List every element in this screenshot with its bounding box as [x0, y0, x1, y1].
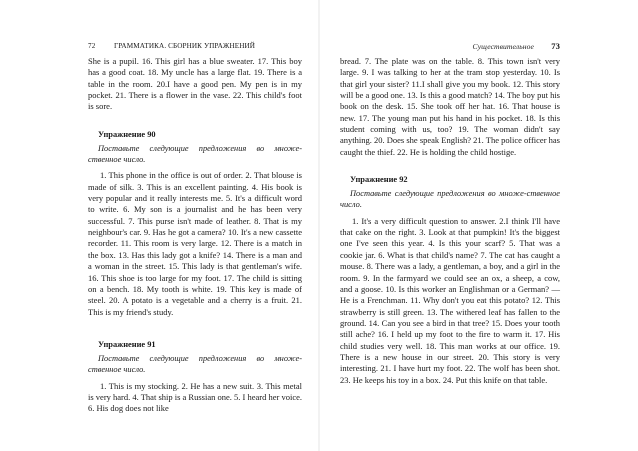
- exercise-instruction: Поставьте следующие предложения во множе-ственное число.: [88, 143, 302, 165]
- running-head: ГРАММАТИКА. СБОРНИК УПРАЖНЕНИЙ: [114, 42, 256, 50]
- exercise-text: 1. This phone in the office is out of order. 2. That blouse is made of silk. 3. This is an excellent painting. 4. His book is very popular and it really interests me. 5. It's a difficult word to write. 6. My son is a journalist and he has been very successful. 7. This purse isn't made of leather. 8. That is my neighbour's car. 9. Has he got a camera? 10. It's a new cassette recorder. 11. This room is very large. 12. There is a match in the box. 13. Has this lady got a knife? 14. There is a man and a woman in the street. 15. This lady is that gentleman's wife. 16. This shoe is too large for my foot. 17. The child is sitting on a bench. 18. My tooth is white. 19. This key is made of steel. 20. A potato is a vegetable and a cherry is a fruit. 21. This is my friend's study.: [88, 170, 302, 317]
- page-number: 72: [88, 42, 96, 50]
- exercise-instruction: Поставьте следующие предложения во множе-ственное число.: [88, 353, 302, 375]
- right-page: [320, 0, 638, 451]
- continued-paragraph: bread. 7. The plate was on the table. 8. This town isn't very large. 9. I was talking to her at the tram stop yesterday. 10. Is that girl your sister? 11.I shall give you my book. 12. This story will be a good one. 13. Is this a good match? 14. The boy put his book on the desk. 15. She took off her hat. 16. That house is new. 17. The young man put his hand in his pocket. 18. Is this student coming with us, too? 19. The woman didn't say anything. 20. Does she speak English? 21. The police officer has caught the thief. 22. He is holding the child hostige.: [340, 56, 560, 157]
- exercise-title: Упражнение 90: [98, 129, 156, 139]
- continued-paragraph: She is a pupil. 16. This girl has a blue sweater. 17. This boy has a good coat. 18. My uncle has a large flat. 19. There is a table in the room. 20.I have a good pen. My pen is in my pocket. 21. There is a flower in the vase. 22. This child's foot is sore.: [88, 56, 302, 112]
- exercise-text: 1. This is my stocking. 2. He has a new suit. 3. This metal is very hard. 4. That ship is a Russian one. 5. I heard her voice. 6. His dog does not like: [88, 380, 302, 414]
- left-page-header: [88, 42, 302, 56]
- exercise-title: Упражнение 91: [98, 339, 156, 349]
- right-page-header: [340, 42, 560, 56]
- exercise-title: Упражнение 92: [350, 175, 408, 185]
- left-page: [0, 0, 318, 451]
- exercise-text: 1. It's a very difficult question to answer. 2.I think I'll have that cake on the right. 3. Look at that pumpkin! It's the biggest one I've seen this year. 4. Is this your scarf? 5. That was a cookie jar. 6. What is that child's name? 7. The cat has caught a mouse. 8. There was a lady, a gentleman, a boy, and a girl in the room. 9. In the farmyard we could see an ox, a sheep, a cow, and a goose. 10. Is this worker an Englishman or a German? — He is a Frenchman. 11. Why don't you eat this potato? 12. This strawberry is still green. 13. The withered leaf has fallen to the ground. 14. Can you see a bird in that tree? 15. Does your tooth still ache? 16. I held up my foot to the fire to warm it. 17. His child studies very well. 18. This man works at our office. 19. There is a new house in our street. 20. This story is very interesting. 21. I have hurt my foot. 22. The wolf has been shot. 23. He keeps his toy in a box. 24. Put this knife on that table.: [340, 215, 560, 385]
- exercise-instruction: Поставьте следующие предложения во множе-ственное число.: [340, 189, 560, 210]
- page-number: 73: [551, 41, 560, 51]
- running-head: Существительное: [472, 42, 534, 51]
